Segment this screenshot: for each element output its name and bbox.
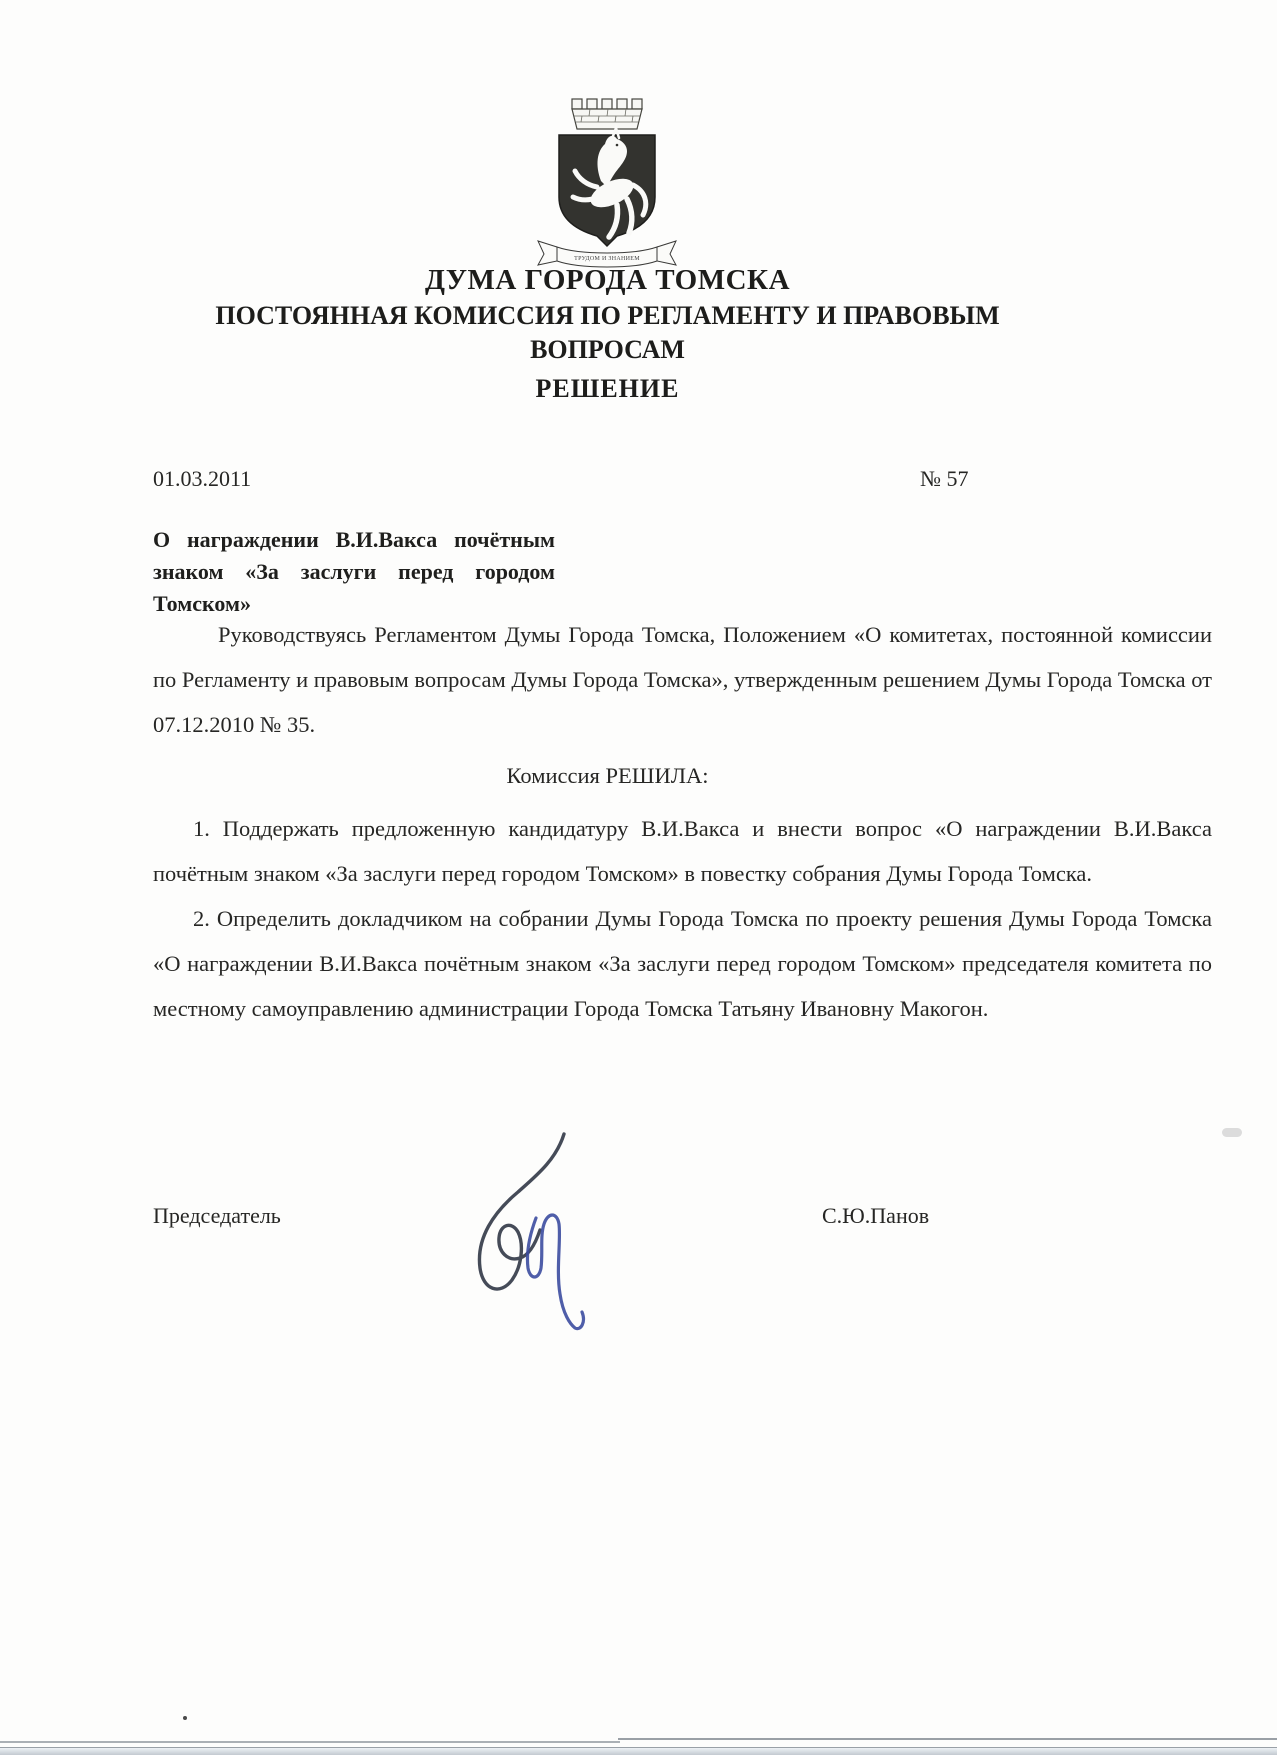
document-date: 01.03.2011 bbox=[153, 466, 252, 491]
document-body bbox=[153, 612, 1212, 1031]
mural-crown-icon bbox=[572, 99, 642, 129]
document-number: № 57 bbox=[920, 466, 969, 491]
commission-name-line-2: ВОПРОСАМ bbox=[530, 335, 685, 364]
commission-name-line-1: ПОСТОЯННАЯ КОМИССИЯ ПО РЕГЛАМЕНТУ И ПРАВОВЫМ bbox=[215, 301, 1000, 330]
preamble-paragraph: Руководствуясь Регламентом Думы Города Томска, Положением «О комитетах, постоянной комиссии по Регламенту и правовым вопросам Думы Города Томска», утвержденным решением Думы Города Томска от 07.12.2010 № 35. bbox=[153, 622, 1212, 737]
scan-edge-band bbox=[0, 1747, 1277, 1755]
handwritten-signature bbox=[436, 1122, 636, 1332]
decision-lead: Комиссия РЕШИЛА: bbox=[506, 763, 709, 788]
scan-edge-line bbox=[618, 1738, 1277, 1740]
subject-line: Томском» bbox=[153, 591, 251, 616]
subject-line: знаком «За заслуги перед городом bbox=[153, 559, 555, 584]
signer-role: Председатель bbox=[153, 1203, 281, 1228]
decision-item-2: 2. Определить докладчиком на собрании Думы Города Томска по проекту решения Думы Города Томска «О награждении В.И.Вакса почётным знаком «За заслуги перед городом Томском» председателя комитета по местному самоуправлению администрации Города Томска Татьяну Ивановну Макогон. bbox=[153, 906, 1212, 1021]
decision-item-1: 1. Поддержать предложенную кандидатуру В.И.Вакса и внести вопрос «О награждении В.И.Вакса почётным знаком «За заслуги перед городом Томском» в повестку собрания Думы Города Томска. bbox=[153, 816, 1212, 886]
scan-artifact-speck bbox=[183, 1716, 187, 1720]
motto-text: ТРУДОМ И ЗНАНИЕМ bbox=[574, 256, 640, 262]
organization-name: ДУМА ГОРОДА ТОМСКА bbox=[424, 264, 791, 296]
scan-artifact-smudge bbox=[1222, 1128, 1242, 1137]
document-subject bbox=[153, 524, 555, 620]
commission-name bbox=[0, 299, 1215, 367]
document-type: РЕШЕНИЕ bbox=[535, 374, 680, 403]
signer-name: С.Ю.Панов bbox=[822, 1203, 930, 1228]
subject-line: О награждении В.И.Вакса почётным bbox=[153, 527, 555, 552]
scan-edge-line bbox=[0, 1741, 620, 1743]
tomsk-coat-of-arms-icon bbox=[500, 93, 714, 271]
